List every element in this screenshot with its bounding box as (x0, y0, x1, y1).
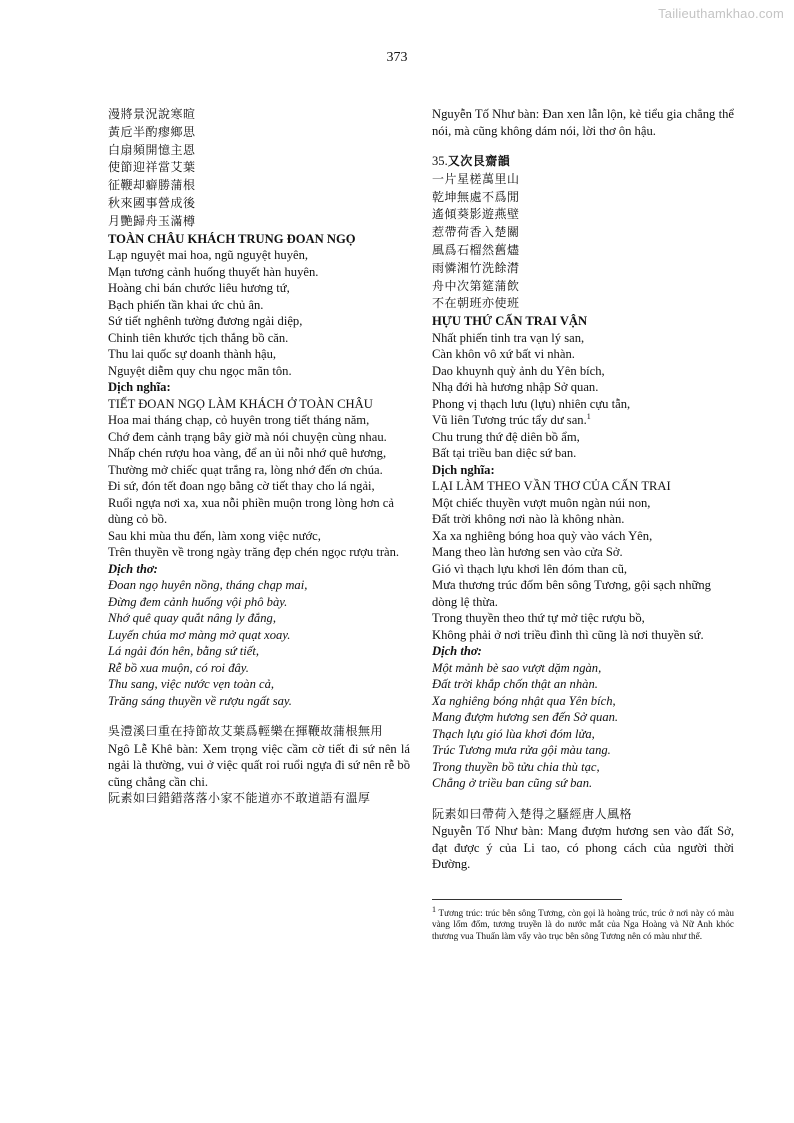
watermark: Tailieuthamkhao.com (658, 6, 784, 21)
verse-line: Nguyệt diễm quy chu ngọc mãn tôn. (108, 363, 292, 378)
han-poem (432, 171, 734, 313)
comment-viet: Ngô Lễ Khê bàn: Xem trọng việc cầm cờ tiết đi sứ nên lá ngải là thường, vui ở việc quất roi ruổi ngựa đi sứ nên rễ bồ cũng chẳng cần chi. (108, 741, 410, 789)
han-line: 不在朝班亦使班 (432, 296, 520, 311)
translation-line: Một chiếc thuyền vượt muôn ngàn núi non, (432, 495, 651, 510)
verse-line: Rễ bồ xua muộn, có roi đây. (108, 660, 249, 675)
verse-line: Thu sang, việc nước vẹn toàn cả, (108, 677, 275, 692)
han-line: 舟中次第筵蒲飲 (432, 278, 520, 293)
han-line: 秋來國事營成後 (108, 195, 196, 210)
han-line: 風爲石榴然舊燼 (432, 242, 520, 257)
translation-line: Gió vì thạch lựu khơi lên đóm than cũ, (432, 561, 628, 576)
translation-line: Hoa mai tháng chạp, cỏ huyên trong tiết tháng năm, (108, 413, 370, 428)
verse-line: Lá ngải đón hên, bằng sứ tiết, (108, 644, 259, 659)
han-line: 乾坤無處不爲閒 (432, 189, 520, 204)
dich-tho-heading: Dịch thơ: (432, 644, 482, 659)
verse-line: Chinh tiên khước tịch thắng bồ căn. (108, 330, 289, 345)
verse-line: Chẳng ở triều ban cũng sứ ban. (432, 776, 593, 791)
translation-line: Không phải ở nơi triều đình thì cũng là nơi thuyền sứ. (432, 627, 704, 642)
translation-line: Mưa thương trúc đốm bên sông Tương, gội sạch những dòng lệ thừa. (432, 578, 711, 609)
transliteration (108, 247, 410, 379)
verse-line: Đoan ngọ huyên nồng, tháng chạp mai, (108, 578, 308, 593)
verse-line: Bạch phiến tần khai ức chủ ân. (108, 297, 264, 312)
verse-line: Hoàng chi bán chước liêu hương tứ, (108, 281, 290, 296)
translation-line: Đi sứ, đón tết đoan ngọ bằng cờ tiết thay cho lá ngải, (108, 479, 375, 494)
comment-han: 阮素如曰錯錯落落小家不能道亦不敢道語有溫厚 (108, 791, 371, 806)
translation (432, 495, 734, 644)
han-line: 征鞭却癖勝蒲根 (108, 178, 196, 193)
translation-line: Xa xa nghiêng bóng hoa quỳ vào vách Yên, (432, 528, 653, 543)
verse-line: Sứ tiết nghênh tường đương ngải diệp, (108, 314, 303, 329)
poem-title: TOÀN CHÂU KHÁCH TRUNG ĐOAN NGỌ (108, 231, 356, 246)
verse-line: Đất trời khắp chốn thật an nhàn. (432, 677, 598, 692)
translation-title: TIẾT ĐOAN NGỌ LÀM KHÁCH Ở TOÀN CHÂU (108, 396, 373, 411)
translation-title: LẠI LÀM THEO VẦN THƠ CỦA CẤN TRAI (432, 479, 671, 494)
translation-line: Đất trời không nơi nào là không nhàn. (432, 512, 625, 527)
verse-line: Mang đượm hương sen đến Sở quan. (432, 710, 619, 725)
verse-line: Một mảnh bè sao vượt dặm ngàn, (432, 660, 602, 675)
footnote-ref: 1 (586, 411, 591, 421)
translation-line: Chớ đem cảnh trạng bây giờ mà nói chuyện cùng nhau. (108, 429, 387, 444)
footnote: $^1$ Tương trúc: trúc bên sông Tương, còn gọi là hoàng trúc, trúc ở nơi này có màu vàng lốm đốm, tương truyền là do nước mắt của Nga Hoàng và Nữ Anh khóc thương vua Thuấn làm vẩy vào trục bên sông Tương nên có màu như thế. (432, 904, 734, 941)
poem-title: HỰU THỨ CẤN TRAI VẬN (432, 314, 588, 329)
translation-line: Sau khi mùa thu đến, làm xong việc nước, (108, 528, 321, 543)
verse-line: Vũ liên Tương trúc tẩy dư san.$^1$ (432, 411, 591, 428)
verse-line: Phong vị thạch lưu (lựu) nhiên cựu tẫn, (432, 396, 631, 411)
translation (108, 412, 410, 561)
han-line: 黃卮半酌瘳鄉思 (108, 124, 196, 139)
verse-line: Thu lai quốc sự doanh thành hậu, (108, 347, 277, 362)
verse-line: Dao khuynh quỳ ảnh du Yên bích, (432, 363, 605, 378)
verse-line: Lạp nguyệt mai hoa, ngũ nguyệt huyên, (108, 248, 309, 263)
verse-line: Càn khôn vô xứ bất vi nhàn. (432, 347, 575, 362)
translation-line: Trên thuyền về trong ngày trăng đẹp chén ngọc rượu tràn. (108, 545, 400, 560)
verse-line: Thạch lựu gió lùa khơi đóm lửa, (432, 726, 595, 741)
translation-line: Trong thuyền theo thứ tự mở tiệc rượu bồ, (432, 611, 645, 626)
page-number: 373 (386, 50, 408, 65)
han-line: 月艷歸舟玉滿樽 (108, 213, 196, 228)
verse-line: Bất tại triều ban diệc sứ ban. (432, 446, 577, 461)
han-line: 遙傾葵影遊燕壁 (432, 207, 520, 222)
comment-han: 吳澧溪曰重在持節故艾葉爲輕樂在揮鞭故蒲根無用 (108, 724, 384, 739)
verse-line: Nhạ đới hà hương nhập Sở quan. (432, 380, 599, 395)
comment-viet: Nguyễn Tố Như bàn: Đan xen lẫn lộn, kẻ tiểu gia chẳng thể nói, mà cũng không dám nói, lời thơ ôn hậu. (432, 107, 734, 138)
verse-line: Luyến chúa mơ màng mở quạt xoay. (108, 627, 291, 642)
dich-nghia-heading: Dịch nghĩa: (108, 380, 171, 395)
dich-tho-heading: Dịch thơ: (108, 561, 158, 576)
verse-line: Mạn tương cảnh huống thuyết hàn huyên. (108, 264, 319, 279)
comment-han: 阮素如曰帶荷入楚得之騷經唐人風格 (432, 806, 633, 821)
han-line: 一片星槎萬里山 (432, 171, 520, 186)
right-column (432, 106, 734, 942)
translation-line: Ruổi ngựa nơi xa, xua nỗi phiền muộn trong lòng hơn cả dùng cỏ bồ. (108, 495, 394, 527)
han-line: 惹帶荷香入楚關 (432, 225, 520, 240)
verse-line: Chu trung thứ đệ diên bồ ẩm, (432, 429, 580, 444)
han-line: 使節迎祥當艾葉 (108, 160, 196, 175)
footnote-divider (432, 899, 622, 900)
comment-viet: Nguyễn Tố Như bàn: Mang đượm hương sen vào đất Sở, đạt được ý của Li tao, có phong cách của người thời Đường. (432, 824, 734, 872)
poem-heading: 35.又次艮齋韻 (432, 154, 511, 168)
verse-line: Nhất phiến tinh tra vạn lý san, (432, 330, 585, 345)
verse-translation (432, 660, 734, 792)
translation-line: Mang theo làn hương sen vào cửa Sở. (432, 545, 623, 560)
verse-line: Trăng sáng thuyền về rượu ngất say. (108, 693, 292, 708)
verse-line: Xa nghiêng bóng nhật qua Yên bích, (432, 693, 616, 708)
dich-nghia-heading: Dịch nghĩa: (432, 462, 495, 477)
verse-line: Đừng đem cảnh huống vội phô bày. (108, 594, 288, 609)
han-line: 白扇頻開憶主恩 (108, 142, 196, 157)
han-line: 雨憐湘竹洗餘潸 (432, 260, 520, 275)
verse-translation (108, 577, 410, 709)
verse-line: Nhớ quê quay quắt nâng ly đắng, (108, 611, 276, 626)
han-poem (108, 106, 410, 231)
translation-line: Thường mở chiếc quạt trắng ra, lòng nhớ đến ơn chúa. (108, 462, 383, 477)
verse-line: Trúc Tương mưa rửa gội màu tang. (432, 743, 611, 758)
translation-line: Nhấp chén rượu hoa vàng, để an ủi nỗi nhớ quê hương, (108, 446, 387, 461)
left-column (108, 106, 410, 808)
han-line: 漫將景況說寒暄 (108, 107, 196, 121)
transliteration (432, 330, 734, 462)
verse-line: Trong thuyền bồ tửu chia thù tạc, (432, 759, 600, 774)
